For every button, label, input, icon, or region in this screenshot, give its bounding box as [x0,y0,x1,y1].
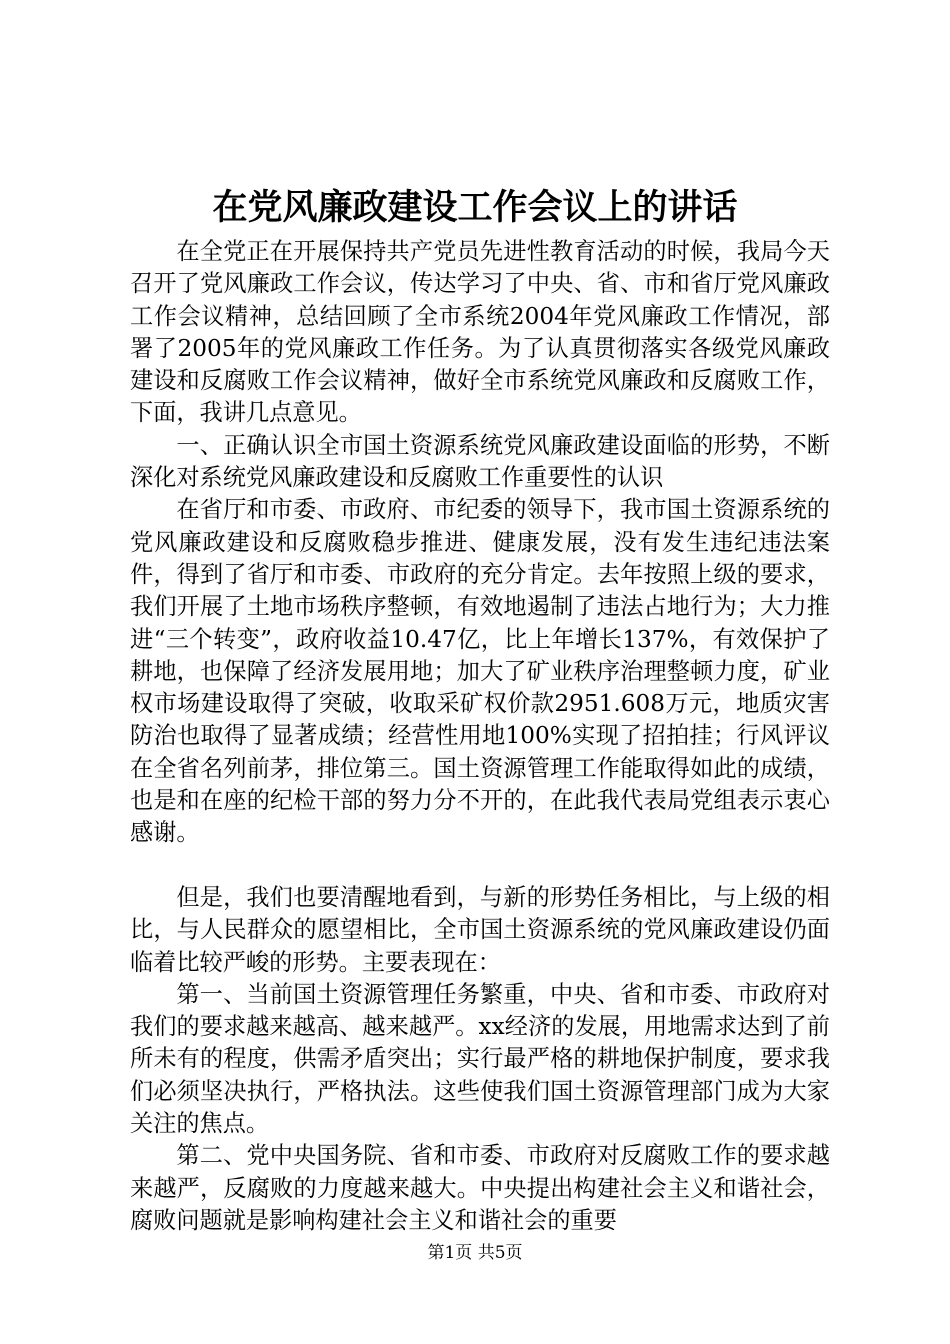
paragraph-intro: 在全党正在开展保持共产党员先进性教育活动的时候，我局今天召开了党风廉政工作会议，传达学习了中央、省、市和省厅党风廉政工作会议精神，总结回顾了全市系统2004年党风廉政工作情况，部署了2005年的党风廉政工作任务。为了认真贯彻落实各级党风廉政建设和反腐败工作会议精神，做好全市系统党风廉政和反腐败工作，下面，我讲几点意见。 [130,238,830,427]
paragraph-point-1: 第一、当前国土资源管理任务繁重，中央、省和市委、市政府对我们的要求越来越高、越来越严。xx经济的发展，用地需求达到了前所未有的程度，供需矛盾突出；实行最严格的耕地保护制度，要求我们必须坚决执行，严格执法。这些使我们国土资源管理部门成为大家关注的焦点。 [130,980,830,1138]
page-number-footer: 第1页 共5页 [427,1243,523,1263]
document-title: 在党风廉政建设工作会议上的讲话 [212,187,738,228]
paragraph-section-heading-1: 一、正确认识全市国土资源系统党风廉政建设面临的形势，不断深化对系统党风廉政建设和反腐败工作重要性的认识 [130,431,830,492]
paragraph-achievements: 在省厅和市委、市政府、市纪委的领导下，我市国土资源系统的党风廉政建设和反腐败稳步推进、健康发展，没有发生违纪违法案件，得到了省厅和市委、市政府的充分肯定。去年按照上级的要求，我们开展了土地市场秩序整顿，有效地遏制了违法占地行为；大力推进“三个转变”，政府收益10.47亿，比上年增长137%，有效保护了耕地，也保障了经济发展用地；加大了矿业秩序治理整顿力度，矿业权市场建设取得了突破，收取采矿权价款2951.608万元，地质灾害防治也取得了显著成绩；经营性用地100%实现了招拍挂；行风评议在全省名列前茅，排位第三。国土资源管理工作能取得如此的成绩，也是和在座的纪检干部的努力分不开的，在此我代表局党组表示衷心感谢。 [130,496,830,847]
paragraph-point-2: 第二、党中央国务院、省和市委、市政府对反腐败工作的要求越来越严，反腐败的力度越来越大。中央提出构建社会主义和谐社会，腐败问题就是影响构建社会主义和谐社会的重要 [130,1142,830,1234]
document-body [130,236,830,1237]
paragraph-situation: 但是，我们也要清醒地看到，与新的形势任务相比，与上级的相比，与人民群众的愿望相比，全市国土资源系统的党风廉政建设仍面临着比较严峻的形势。主要表现在： [130,883,830,976]
